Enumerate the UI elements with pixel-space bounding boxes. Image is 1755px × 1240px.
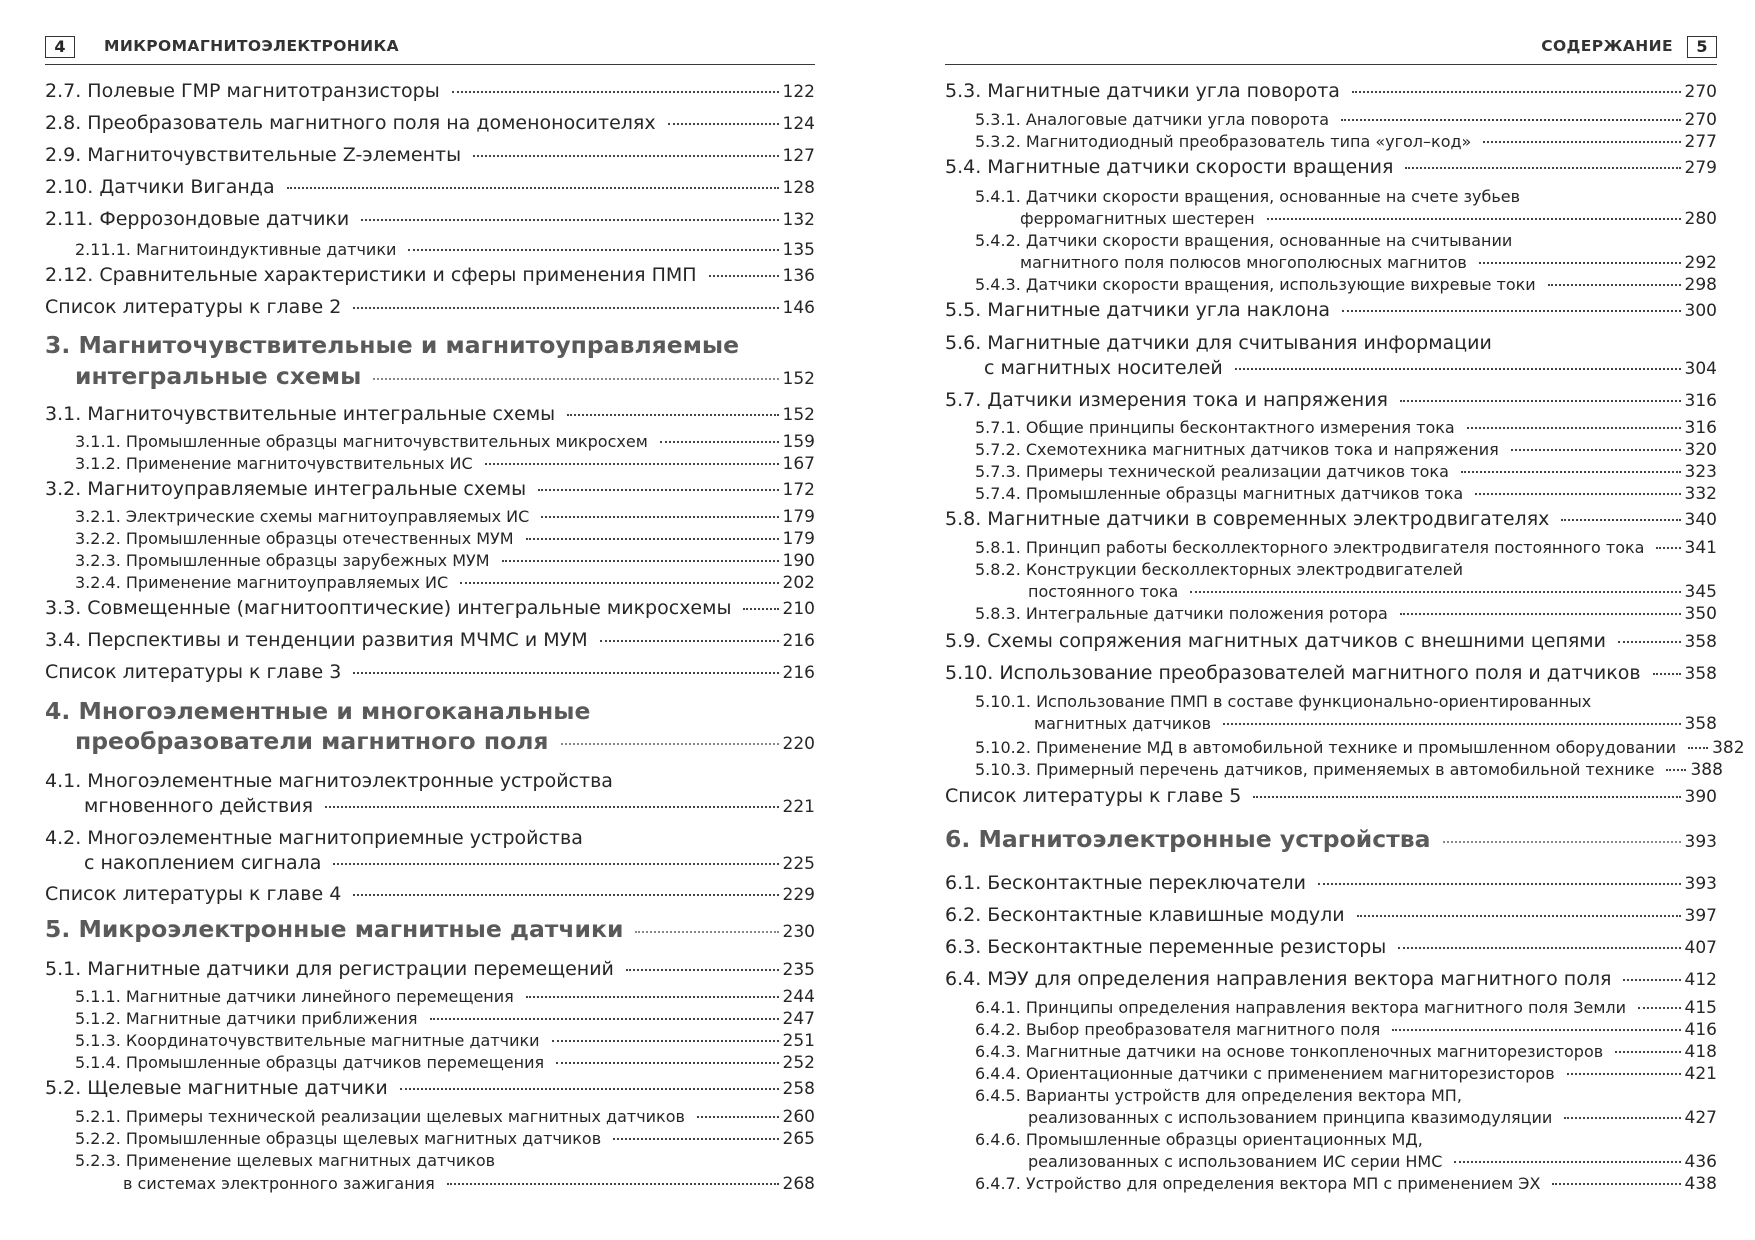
toc-entry[interactable]: 5.8. Магнитные датчики в современных электродвигателях 340 [945, 508, 1717, 530]
toc-entry[interactable]: 5.2. Щелевые магнитные датчики 258 [45, 1077, 815, 1099]
toc-subentry[interactable]: 5.10.3. Примерный перечень датчиков, применяемых в автомобильной технике 388 [975, 760, 1723, 780]
toc-entry[interactable]: Список литературы к главе 2 146 [45, 296, 815, 318]
toc-entry[interactable]: 6.3. Бесконтактные переменные резисторы 407 [945, 936, 1717, 958]
toc-entry[interactable]: с накоплением сигнала 225 [84, 852, 815, 874]
running-title: СОДЕРЖАНИЕ [1541, 37, 1673, 55]
toc-entry[interactable]: 2.8. Преобразователь магнитного поля на доменоносителях 124 [45, 112, 815, 134]
toc-subentry[interactable]: 5.4.3. Датчики скорости вращения, использующие вихревые токи 298 [975, 275, 1717, 295]
page-number: 5 [1687, 36, 1717, 58]
toc-subentry[interactable]: 5.10.2. Применение МД в автомобильной технике и промышленном оборудовании 382 [975, 738, 1745, 758]
toc-entry[interactable]: 3.4. Перспективы и тенденции развития МЧМС и МУМ 216 [45, 629, 815, 651]
toc-subentry[interactable]: 5.1.1. Магнитные датчики линейного перемещения 244 [75, 987, 815, 1007]
toc-subentry-line1: 5.10.1. Использование ПМП в составе функционально-ориентированных [975, 692, 1592, 711]
toc-entry[interactable]: 2.12. Сравнительные характеристики и сферы применения ПМП 136 [45, 264, 815, 286]
toc-entry[interactable]: 2.10. Датчики Виганда 128 [45, 176, 815, 198]
chapter-entry[interactable]: интегральные схемы 152 [75, 362, 815, 390]
toc-entry-line1: 4.2. Многоэлементные магнитоприемные устройства [45, 827, 583, 849]
toc-subentry[interactable]: 3.1.2. Применение магниточувствительных ИС 167 [75, 454, 815, 474]
toc-entry[interactable]: 5.7. Датчики измерения тока и напряжения 316 [945, 389, 1717, 411]
chapter-entry[interactable]: преобразователи магнитного поля 220 [75, 727, 815, 755]
toc-entry[interactable]: 2.9. Магниточувствительные Z-элементы 127 [45, 144, 815, 166]
toc-subentry[interactable]: 6.4.3. Магнитные датчики на основе тонкопленочных магниторезисторов 418 [975, 1042, 1717, 1062]
toc-subentry[interactable]: магнитного поля полюсов многополюсных магнитов 292 [1020, 253, 1717, 273]
toc-subentry[interactable]: 3.2.3. Промышленные образцы зарубежных МУМ 190 [75, 551, 815, 571]
toc-subentry-line1: 5.8.2. Конструкции бесколлекторных электродвигателей [975, 560, 1464, 579]
toc-subentry-line1: 6.4.6. Промышленные образцы ориентационных МД, [975, 1130, 1423, 1149]
toc-subentry[interactable]: 5.1.2. Магнитные датчики приближения 247 [75, 1009, 815, 1029]
toc-entry[interactable]: 5.3. Магнитные датчики угла поворота 270 [945, 80, 1717, 102]
toc-subentry[interactable]: 5.8.3. Интегральные датчики положения ротора 350 [975, 604, 1717, 624]
left-page [45, 0, 815, 1240]
toc-subentry[interactable]: реализованных с использованием ИС серии НМС 436 [1028, 1152, 1717, 1172]
toc-subentry[interactable]: 5.7.1. Общие принципы бесконтактного измерения тока 316 [975, 418, 1717, 438]
toc-subentry[interactable]: 5.3.2. Магнитодиодный преобразователь типа «угол–код» 277 [975, 132, 1717, 152]
toc-subentry[interactable]: 3.2.1. Электрические схемы магнитоуправляемых ИС 179 [75, 507, 815, 527]
toc-subentry[interactable]: 6.4.4. Ориентационные датчики с применением магниторезисторов 421 [975, 1064, 1717, 1084]
toc-entry[interactable]: 5.4. Магнитные датчики скорости вращения 279 [945, 156, 1717, 178]
chapter-heading-line1: 4. Многоэлементные и многоканальные [45, 697, 591, 725]
toc-entry[interactable]: 5.5. Магнитные датчики угла наклона 300 [945, 299, 1717, 321]
toc-entry[interactable]: с магнитных носителей 304 [984, 357, 1717, 379]
toc-entry[interactable]: 3.1. Магниточувствительные интегральные схемы 152 [45, 403, 815, 425]
toc-entry[interactable]: 3.2. Магнитоуправляемые интегральные схемы 172 [45, 478, 815, 500]
toc-subentry[interactable]: постоянного тока 345 [1028, 582, 1717, 602]
toc-entry[interactable]: 5.1. Магнитные датчики для регистрации перемещений 235 [45, 958, 815, 980]
toc-entry[interactable]: 5.9. Схемы сопряжения магнитных датчиков с внешними цепями 358 [945, 630, 1717, 652]
toc-entry[interactable]: Список литературы к главе 3 216 [45, 661, 815, 683]
toc-subentry[interactable]: 5.1.3. Координаточувствительные магнитные датчики 251 [75, 1031, 815, 1051]
toc-entry-line1: 5.6. Магнитные датчики для считывания информации [945, 332, 1492, 354]
toc-subentry[interactable]: 6.4.2. Выбор преобразователя магнитного поля 416 [975, 1020, 1717, 1040]
toc-subentry-line1: 6.4.5. Варианты устройств для определения вектора МП, [975, 1086, 1462, 1105]
toc-subentry[interactable]: ферромагнитных шестерен 280 [1020, 209, 1717, 229]
toc-entry[interactable]: 2.11. Феррозондовые датчики 132 [45, 208, 815, 230]
toc-subentry[interactable]: магнитных датчиков 358 [1034, 714, 1717, 734]
toc-subentry[interactable]: реализованных с использованием принципа квазимодуляции 427 [1028, 1108, 1717, 1128]
toc-list [945, 0, 1745, 1240]
toc-subentry[interactable]: 3.2.4. Применение магнитоуправляемых ИС 202 [75, 573, 815, 593]
toc-entry[interactable]: мгновенного действия 221 [84, 795, 815, 817]
toc-subentry-line1: 5.4.1. Датчики скорости вращения, основанные на счете зубьев [975, 187, 1521, 206]
toc-subentry[interactable]: 5.7.4. Промышленные образцы магнитных датчиков тока 332 [975, 484, 1717, 504]
toc-subentry[interactable]: 2.11.1. Магнитоиндуктивные датчики 135 [75, 240, 815, 260]
toc-subentry[interactable]: 5.7.2. Схемотехника магнитных датчиков тока и напряжения 320 [975, 440, 1717, 460]
toc-entry[interactable]: Список литературы к главе 5 390 [945, 785, 1717, 807]
toc-subentry[interactable]: 5.1.4. Промышленные образцы датчиков перемещения 252 [75, 1053, 815, 1073]
chapter-heading-line1: 3. Магниточувствительные и магнитоуправляемые [45, 331, 740, 359]
toc-subentry-line1: 5.4.2. Датчики скорости вращения, основанные на считывании [975, 231, 1513, 250]
toc-subentry[interactable]: в системах электронного зажигания 268 [123, 1174, 815, 1194]
toc-subentry[interactable]: 3.1.1. Промышленные образцы магниточувствительных микросхем 159 [75, 432, 815, 452]
toc-subentry[interactable]: 6.4.7. Устройство для определения вектора МП с применением ЭХ 438 [975, 1174, 1717, 1194]
toc-entry[interactable]: Список литературы к главе 4 229 [45, 883, 815, 905]
chapter-entry[interactable]: 6. Магнитоэлектронные устройства 393 [945, 825, 1717, 853]
toc-list [45, 0, 815, 1240]
toc-subentry[interactable]: 6.4.1. Принципы определения направления вектора магнитного поля Земли 415 [975, 998, 1717, 1018]
toc-subentry-line1: 5.2.3. Применение щелевых магнитных датчиков [75, 1151, 496, 1170]
toc-subentry[interactable]: 5.8.1. Принцип работы бесколлекторного электродвигателя постоянного тока 341 [975, 538, 1717, 558]
toc-entry[interactable]: 5.10. Использование преобразователей магнитного поля и датчиков 358 [945, 662, 1717, 684]
toc-subentry[interactable]: 5.3.1. Аналоговые датчики угла поворота 270 [975, 110, 1717, 130]
chapter-entry[interactable]: 5. Микроэлектронные магнитные датчики 230 [45, 915, 815, 943]
toc-entry[interactable]: 6.2. Бесконтактные клавишные модули 397 [945, 904, 1717, 926]
running-title: МИКРОМАГНИТОЭЛЕКТРОНИКА [104, 37, 400, 55]
page-number: 4 [45, 36, 75, 58]
right-page [945, 0, 1745, 1240]
toc-entry-line1: 4.1. Многоэлементные магнитоэлектронные устройства [45, 770, 613, 792]
toc-entry[interactable]: 6.4. МЭУ для определения направления вектора магнитного поля 412 [945, 968, 1717, 990]
toc-subentry[interactable]: 5.2.1. Примеры технической реализации щелевых магнитных датчиков 260 [75, 1107, 815, 1127]
toc-subentry[interactable]: 5.7.3. Примеры технической реализации датчиков тока 323 [975, 462, 1717, 482]
toc-subentry[interactable]: 5.2.2. Промышленные образцы щелевых магнитных датчиков 265 [75, 1129, 815, 1149]
toc-entry[interactable]: 6.1. Бесконтактные переключатели 393 [945, 872, 1717, 894]
toc-entry[interactable]: 3.3. Совмещенные (магнитооптические) интегральные микросхемы 210 [45, 597, 815, 619]
toc-subentry[interactable]: 3.2.2. Промышленные образцы отечественных МУМ 179 [75, 529, 815, 549]
toc-entry[interactable]: 2.7. Полевые ГМР магнитотранзисторы 122 [45, 80, 815, 102]
